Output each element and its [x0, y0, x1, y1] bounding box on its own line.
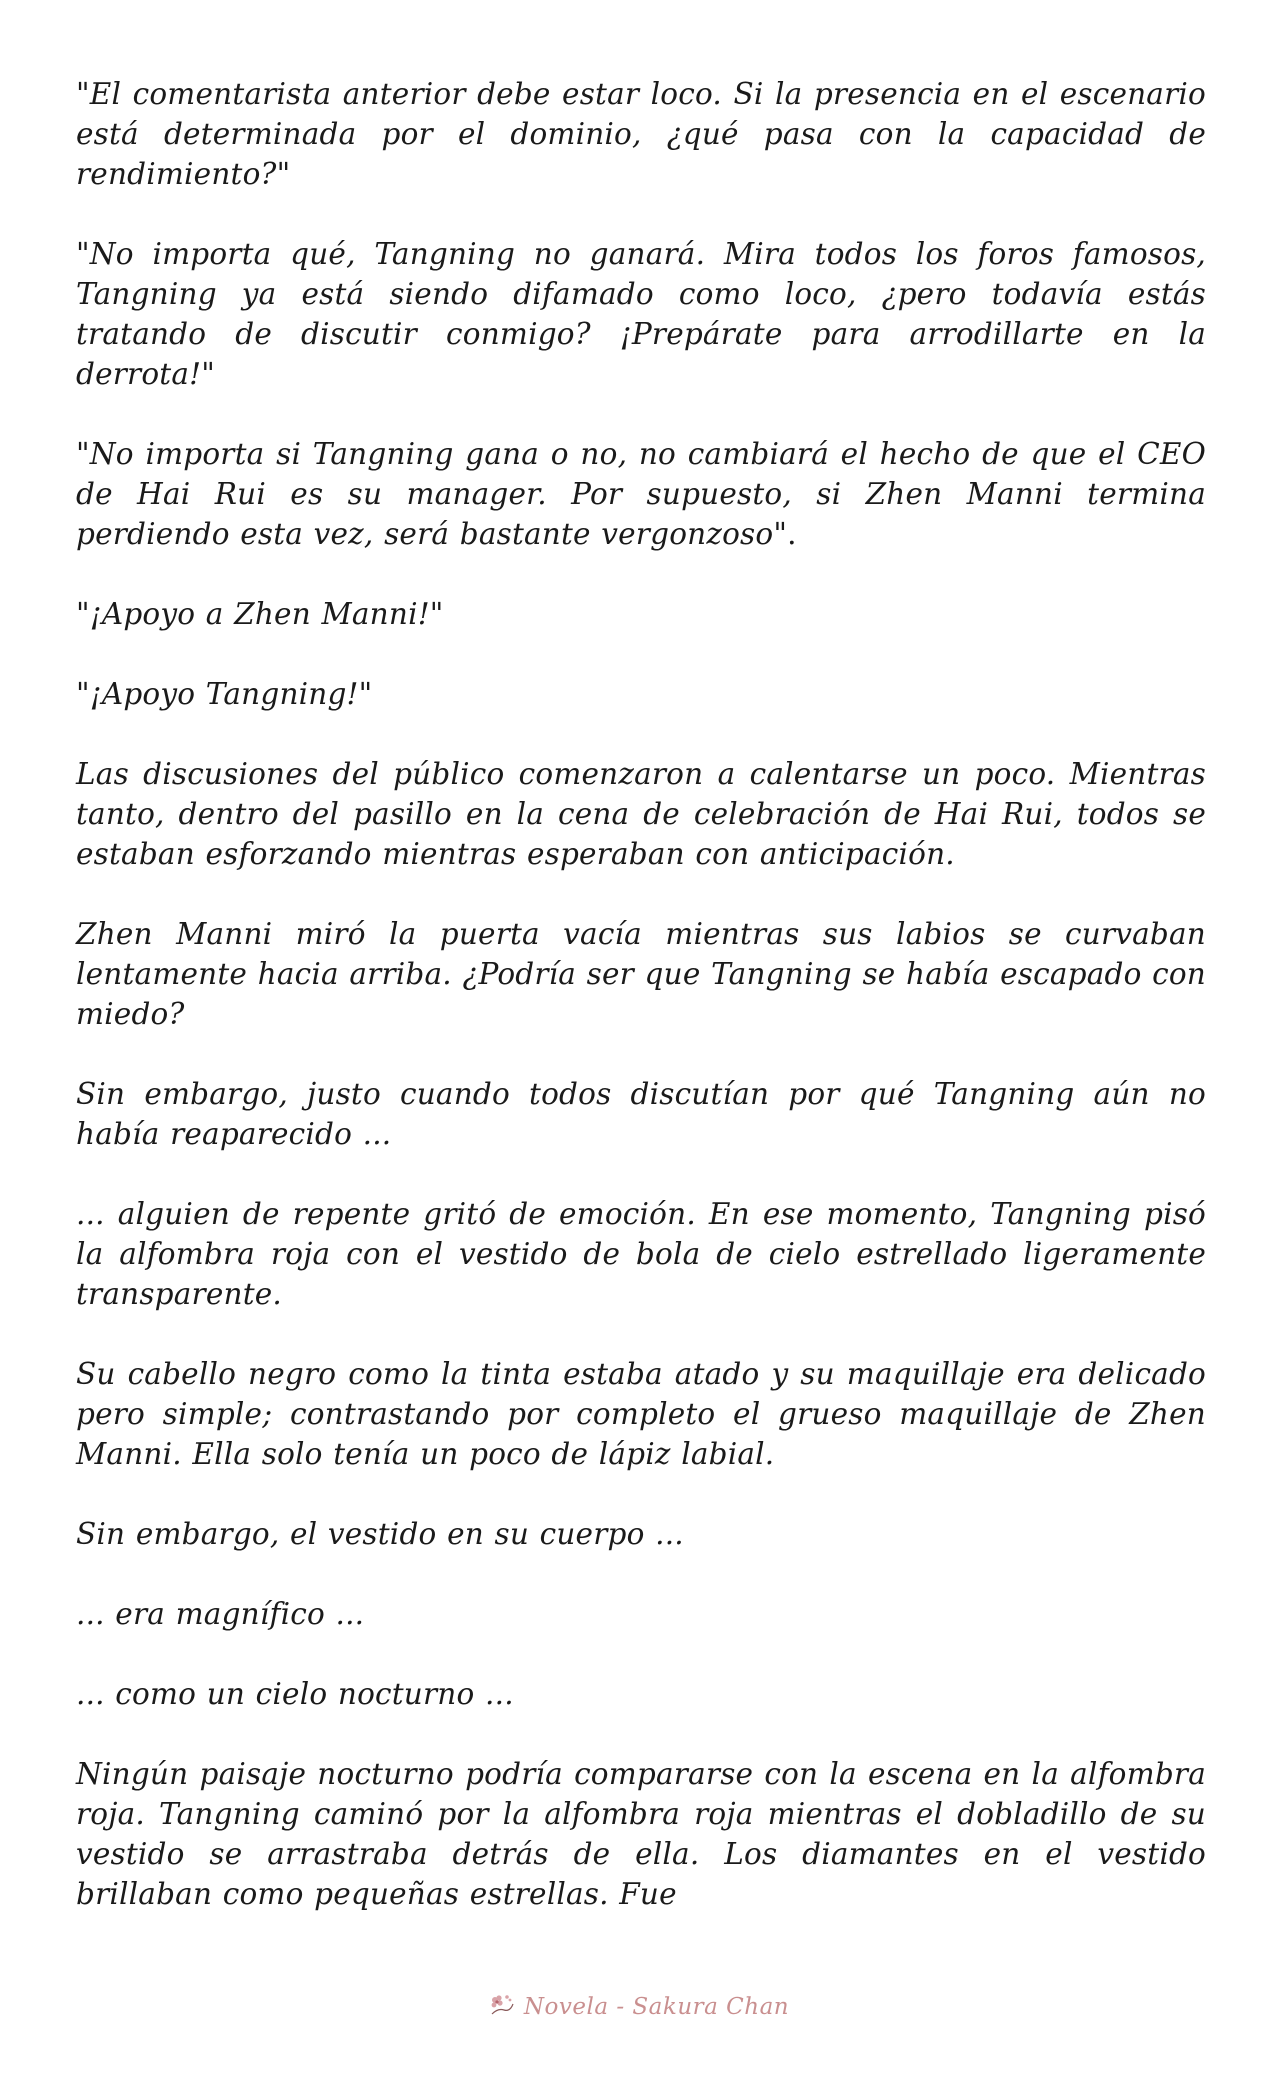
- paragraph: "¡Apoyo Tangning!": [76, 677, 373, 711]
- paragraph: Zhen Manni miró la puerta vacía mientras sus labios se curvaban lentamente hacia arriba. ¿Podría ser que Tangning se había escapado con miedo?: [76, 917, 1206, 1031]
- paragraph: ... era magnífico ...: [76, 1597, 365, 1631]
- document-body: [76, 74, 1206, 1954]
- footer-watermark: [0, 1992, 1275, 2022]
- paragraph: "¡Apoyo a Zhen Manni!": [76, 597, 444, 631]
- paragraph: ... como un cielo nocturno ...: [76, 1677, 514, 1711]
- watermark-text: Novela - Sakura Chan: [523, 1994, 790, 2020]
- paragraph: Su cabello negro como la tinta estaba atado y su maquillaje era delicado pero simple; contrastando por completo el grueso maquillaje de Zhen Manni. Ella solo tenía un poco de lápiz labial.: [76, 1357, 1206, 1471]
- paragraph: ... alguien de repente gritó de emoción. En ese momento, Tangning pisó la alfombra roja con el vestido de bola de cielo estrellado ligeramente transparente.: [76, 1197, 1206, 1311]
- paragraph: Sin embargo, justo cuando todos discutían por qué Tangning aún no había reaparecido ...: [76, 1077, 1206, 1151]
- paragraph: Las discusiones del público comenzaron a calentarse un poco. Mientras tanto, dentro del pasillo en la cena de celebración de Hai Rui, todos se estaban esforzando mientras esperaban con anticipación.: [76, 757, 1206, 871]
- paragraph: "No importa qué, Tangning no ganará. Mira todos los foros famosos, Tangning ya está siendo difamado como loco, ¿pero todavía estás tratando de discutir conmigo? ¡Prepárate para arrodillarte en la derrota!": [76, 237, 1206, 391]
- paragraph: Sin embargo, el vestido en su cuerpo ...: [76, 1517, 684, 1551]
- sakura-flower-icon: [486, 1992, 516, 2022]
- paragraph: "No importa si Tangning gana o no, no cambiará el hecho de que el CEO de Hai Rui es su manager. Por supuesto, si Zhen Manni termina perdiendo esta vez, será bastante vergonzoso".: [76, 437, 1206, 551]
- paragraph: "El comentarista anterior debe estar loco. Si la presencia en el escenario está determinada por el dominio, ¿qué pasa con la capacidad de rendimiento?": [76, 77, 1206, 191]
- paragraph: Ningún paisaje nocturno podría compararse con la escena en la alfombra roja. Tangning caminó por la alfombra roja mientras el dobladillo de su vestido se arrastraba detrás de ella. Los diamantes en el vestido brillaban como pequeñas estrellas. Fue: [76, 1757, 1206, 1911]
